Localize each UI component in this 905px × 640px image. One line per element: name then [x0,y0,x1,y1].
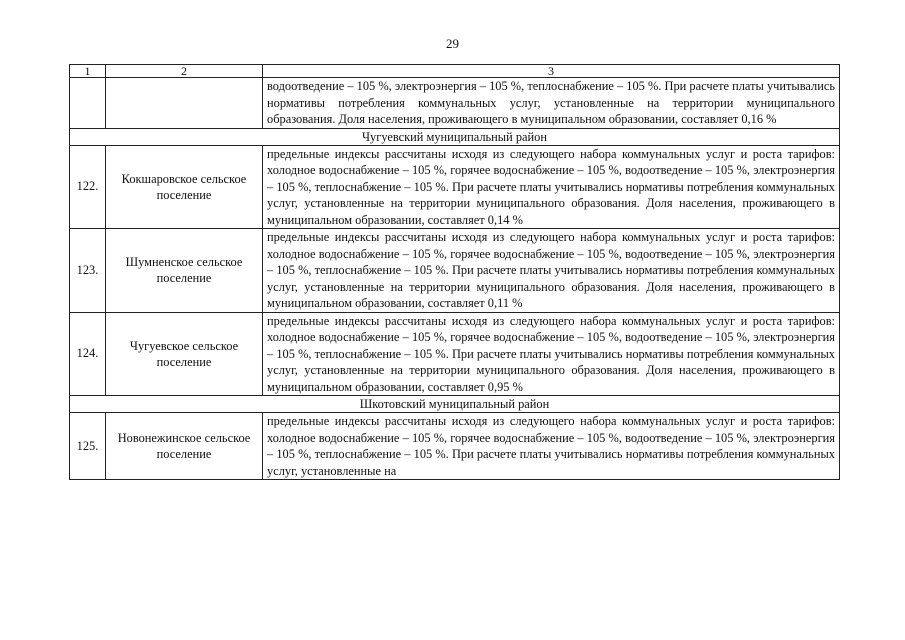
row-number [70,78,106,129]
row-description: предельные индексы рассчитаны исходя из следующего набора коммунальных услуг и роста тарифов: холодное водоснабжение – 105 %, горячее водоснабжение – 105 %, водоотведение – 105 %, электроэнергия – 105 %, теплоснабжение – 105 %. При расчете платы учитывались нормативы потребления коммунальных услуг, установленные на [263,413,840,480]
settlement-name: Новонежинское сельское поселение [106,413,263,480]
district-row [70,128,840,145]
row-number: 125. [70,413,106,480]
table-header-row [70,65,840,78]
settlement-name [106,78,263,129]
header-col-2: 2 [106,65,263,78]
table-row [70,413,840,480]
tariff-table [69,64,840,480]
settlement-name: Шумненское сельское поселение [106,229,263,313]
table-row-continuation [70,78,840,129]
district-row [70,396,840,413]
row-description: водоотведение – 105 %, электроэнергия – 105 %, теплоснабжение – 105 %. При расчете платы учитывались нормативы потребления коммунальных услуг, установленные на территории муниципального образования. Доля населения, проживающего в муниципальном образовании, составляет 0,16 % [263,78,840,129]
header-col-1: 1 [70,65,106,78]
district-title: Шкотовский муниципальный район [70,396,840,413]
row-description: предельные индексы рассчитаны исходя из следующего набора коммунальных услуг и роста тарифов: холодное водоснабжение – 105 %, горячее водоснабжение – 105 %, водоотведение – 105 %, электроэнергия – 105 %, теплоснабжение – 105 %. При расчете платы учитывались нормативы потребления коммунальных услуг, установленные на территории муниципального образования. Доля населения, проживающего в муниципальном образовании, составляет 0,95 % [263,312,840,396]
row-number: 122. [70,145,106,229]
row-description: предельные индексы рассчитаны исходя из следующего набора коммунальных услуг и роста тарифов: холодное водоснабжение – 105 %, горячее водоснабжение – 105 %, водоотведение – 105 %, электроэнергия – 105 %, теплоснабжение – 105 %. При расчете платы учитывались нормативы потребления коммунальных услуг, установленные на территории муниципального образования. Доля населения, проживающего в муниципальном образовании, составляет 0,11 % [263,229,840,313]
row-description: предельные индексы рассчитаны исходя из следующего набора коммунальных услуг и роста тарифов: холодное водоснабжение – 105 %, горячее водоснабжение – 105 %, водоотведение – 105 %, электроэнергия – 105 %, теплоснабжение – 105 %. При расчете платы учитывались нормативы потребления коммунальных услуг, установленные на территории муниципального образования. Доля населения, проживающего в муниципальном образовании, составляет 0,14 % [263,145,840,229]
row-number: 124. [70,312,106,396]
table-row [70,312,840,396]
table-row [70,145,840,229]
page-number: 29 [446,36,459,51]
district-title: Чугуевский муниципальный район [70,128,840,145]
settlement-name: Чугуевское сельское поселение [106,312,263,396]
table-row [70,229,840,313]
settlement-name: Кокшаровское сельское поселение [106,145,263,229]
header-col-3: 3 [263,65,840,78]
row-number: 123. [70,229,106,313]
